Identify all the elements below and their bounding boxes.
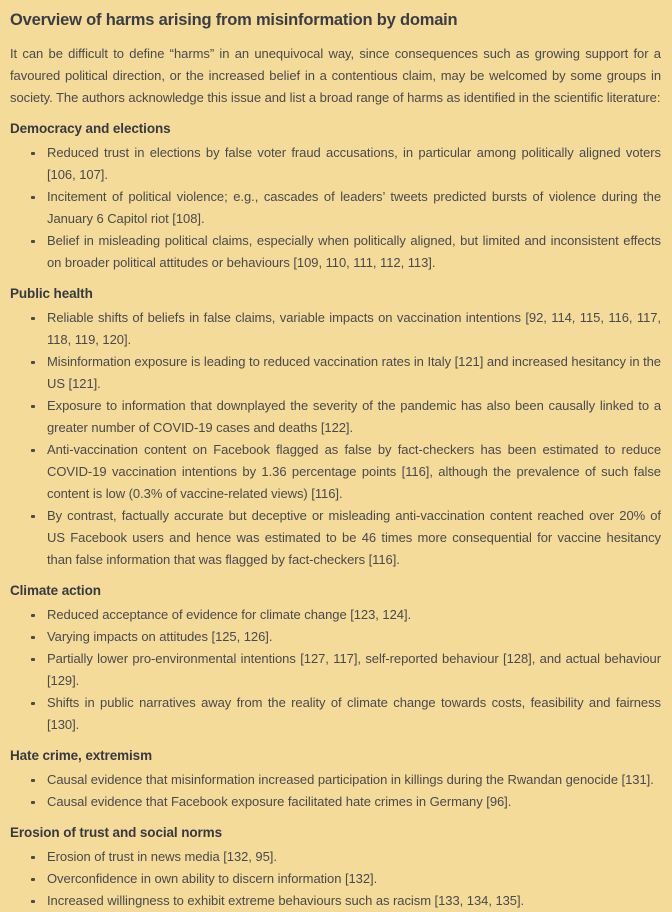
bullet-item: By contrast, factually accurate but deceptive or misleading anti-vaccination content reached over 20% of US Facebook users and hence was estimated to be 46 times more consequential for vaccine hesitancy than false information that was flagged by fact-checkers [116].	[10, 505, 661, 571]
bullet-list	[10, 604, 661, 736]
bullet-item: Varying impacts on attitudes [125, 126].	[10, 626, 661, 648]
bullet-item: Increased willingness to exhibit extreme behaviours such as racism [133, 134, 135].	[10, 890, 661, 912]
intro-paragraph: It can be difficult to define “harms” in an unequivocal way, since consequences such as growing support for a favoured political direction, or the increased belief in a contentious claim, may be welcomed by some groups in society. The authors acknowledge this issue and list a broad range of harms as identified in the scientific literature:	[10, 46, 661, 105]
bullet-item: Belief in misleading political claims, especially when politically aligned, but limited and inconsistent effects on broader political attitudes or behaviours [109, 110, 111, 112, 113].	[10, 230, 661, 274]
bullet-item: Causal evidence that Facebook exposure facilitated hate crimes in Germany [96].	[10, 791, 661, 813]
box-title: Overview of harms arising from misinformation by domain	[10, 11, 458, 29]
section-heading: Democracy and elections	[10, 121, 171, 136]
bullet-list	[10, 142, 661, 274]
bullet-item: Reliable shifts of beliefs in false claims, variable impacts on vaccination intentions [92, 114, 115, 116, 117, 118, 119, 120].	[10, 307, 661, 351]
bullet-item: Overconfidence in own ability to discern information [132].	[10, 868, 661, 890]
section-heading: Erosion of trust and social norms	[10, 825, 222, 840]
bullet-item: Partially lower pro-environmental intentions [127, 117], self-reported behaviour [128], and actual behaviour [129].	[10, 648, 661, 692]
section-heading: Climate action	[10, 583, 101, 598]
section-heading: Public health	[10, 286, 93, 301]
bullet-list	[10, 846, 661, 912]
bullet-item: Erosion of trust in news media [132, 95].	[10, 846, 661, 868]
bullet-item: Reduced trust in elections by false voter fraud accusations, in particular among politically aligned voters [106, 107].	[10, 142, 661, 186]
sections-container	[10, 118, 661, 912]
bullet-list	[10, 769, 661, 813]
bullet-item: Misinformation exposure is leading to reduced vaccination rates in Italy [121] and increased hesitancy in the US [121].	[10, 351, 661, 395]
section-heading: Hate crime, extremism	[10, 748, 152, 763]
bullet-item: Incitement of political violence; e.g., cascades of leaders’ tweets predicted bursts of violence during the January 6 Capitol riot [108].	[10, 186, 661, 230]
bullet-item: Anti-vaccination content on Facebook flagged as false by fact-checkers has been estimated to reduce COVID-19 vaccination intentions by 1.36 percentage points [116], although the prevalence of such false content is low (0.3% of vaccine-related views) [116].	[10, 439, 661, 505]
bullet-item: Shifts in public narratives away from the reality of climate change towards costs, feasibility and fairness [130].	[10, 692, 661, 736]
bullet-item: Reduced acceptance of evidence for climate change [123, 124].	[10, 604, 661, 626]
bullet-list	[10, 307, 661, 571]
bullet-item: Causal evidence that misinformation increased participation in killings during the Rwandan genocide [131].	[10, 769, 661, 791]
bullet-item: Exposure to information that downplayed the severity of the pandemic has also been causally linked to a greater number of COVID-19 cases and deaths [122].	[10, 395, 661, 439]
